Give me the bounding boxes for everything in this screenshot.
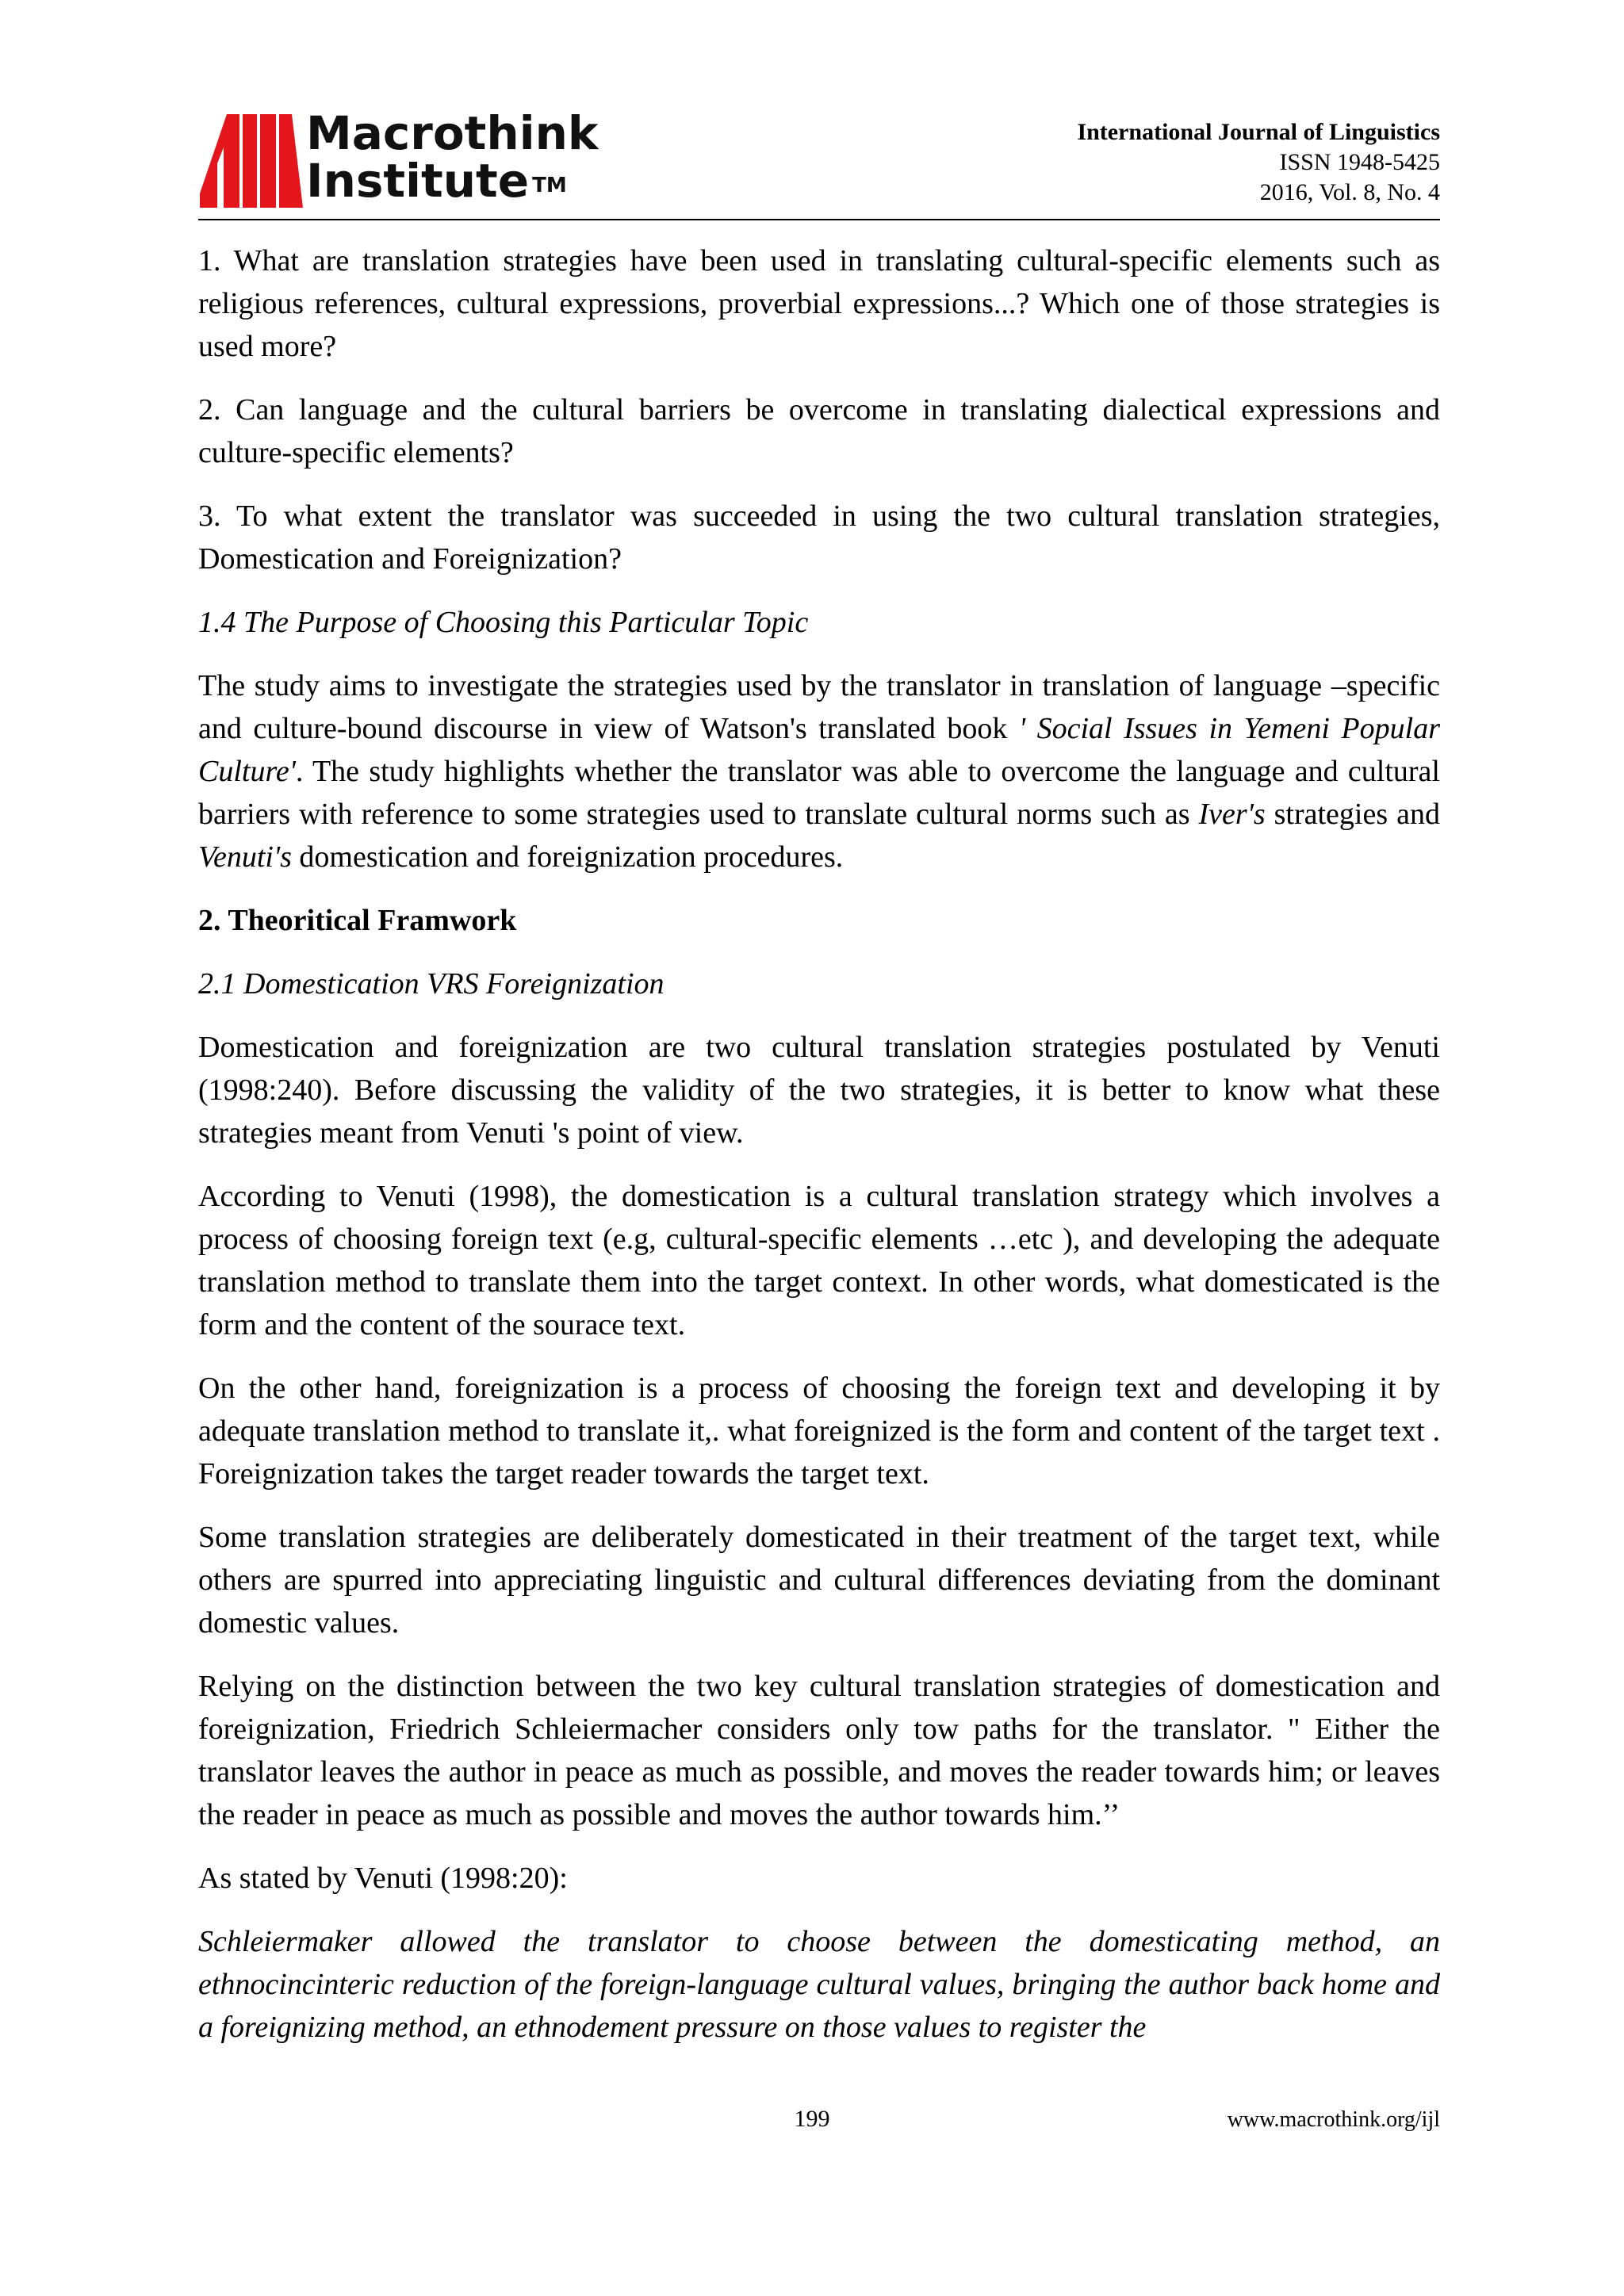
paragraph-foreignization-definition: On the other hand, foreignization is a process of choosing the foreign text and developing it by adequate translation method to translate it,. what foreignized is the form and content of the target text . Foreignization takes the target reader towards the target text. [198, 1372, 1440, 1490]
macrothink-logo-icon [200, 114, 303, 208]
logo-line-2: Institute ™ [306, 154, 567, 208]
block-quote: Schleiermaker allowed the translator to choose between the domesticating method, an ethnocincinteric reduction of the foreign-language cultural values, bringing the author back home and a foreignizing method, an ethnodement pressure on those values to register the [198, 1925, 1440, 2044]
page-number: 199 [794, 2106, 830, 2132]
logo-wordmark [306, 106, 599, 208]
paragraph-strategies: Some translation strategies are deliberately domesticated in their treatment of the target text, while others are spurred into appreciating linguistic and cultural differences deviating from the dominant domestic values. [198, 1521, 1440, 1640]
section-heading-1-4: 1.4 The Purpose of Choosing this Particular Topic [198, 606, 809, 639]
trademark-mark: TM [532, 174, 567, 197]
logo-line-1: Macrothink [306, 106, 599, 160]
journal-info [1077, 117, 1440, 208]
article-body [198, 239, 1440, 2069]
paragraph-domestication-definition: According to Venuti (1998), the domestication is a cultural translation strategy which involves a process of choosing foreign text (e.g, cultural-specific elements …etc ), and developing the adequate translation method to translate them into the target context. In other words, what domesticated is the form and the content of the sourace text. [198, 1180, 1440, 1341]
purpose-paragraph: The study aims to investigate the strategies used by the translator in translation of language –specific and culture-bound discourse in view of Watson's translated book ' Social Issues in Yemeni Popular Culture'. The study highlights whether the translator was able to overcome the language and cultural barriers with reference to some strategies used to translate cultural norms such as Iver's strategies and Venuti's domestication and foreignization procedures. [198, 669, 1440, 874]
footer-url: www.macrothink.org/ijl [1227, 2107, 1440, 2132]
paragraph-domestication-intro: Domestication and foreignization are two cultural translation strategies postulated by Venuti (1998:240). Before discussing the validity of the two strategies, it is better to know what these strategies meant from Venuti 's point of view. [198, 1031, 1440, 1150]
research-question-3: 3. To what extent the translator was succeeded in using the two cultural translation strategies, Domestication and Foreignization? [198, 499, 1440, 576]
research-question-2: 2. Can language and the cultural barriers be overcome in translating dialectical expressions and culture-specific elements? [198, 393, 1440, 469]
journal-volume: 2016, Vol. 8, No. 4 [1259, 179, 1440, 205]
journal-issn: ISSN 1948-5425 [1279, 149, 1440, 175]
author-ref-venuti: Venuti's [198, 840, 292, 874]
author-ref-iver: Iver's [1198, 798, 1266, 831]
paragraph-schleiermacher: Relying on the distinction between the two key cultural translation strategies of domestication and foreignization, Friedrich Schleiermacher considers only tow paths for the translator. " Either the translator leaves the author in peace as much as possible, and moves the reader towards him; or leaves the reader in peace as much as possible and moves the author towards him.’’ [198, 1670, 1440, 1831]
section-heading-2: 2. Theoritical Framwork [198, 904, 517, 937]
journal-name: International Journal of Linguistics [1077, 119, 1440, 145]
book-title: ' Social Issues in Yemeni Popular Culture' [198, 712, 1440, 788]
publisher-logo [200, 106, 628, 208]
section-heading-2-1: 2.1 Domestication VRS Foreignization [198, 967, 665, 1001]
paragraph-venuti-citation: As stated by Venuti (1998:20): [198, 1862, 568, 1895]
research-question-1: 1. What are translation strategies have been used in translating cultural-specific elements such as religious references, cultural expressions, proverbial expressions...? Which one of those strategies is used more? [198, 244, 1440, 363]
header-divider [198, 219, 1440, 220]
